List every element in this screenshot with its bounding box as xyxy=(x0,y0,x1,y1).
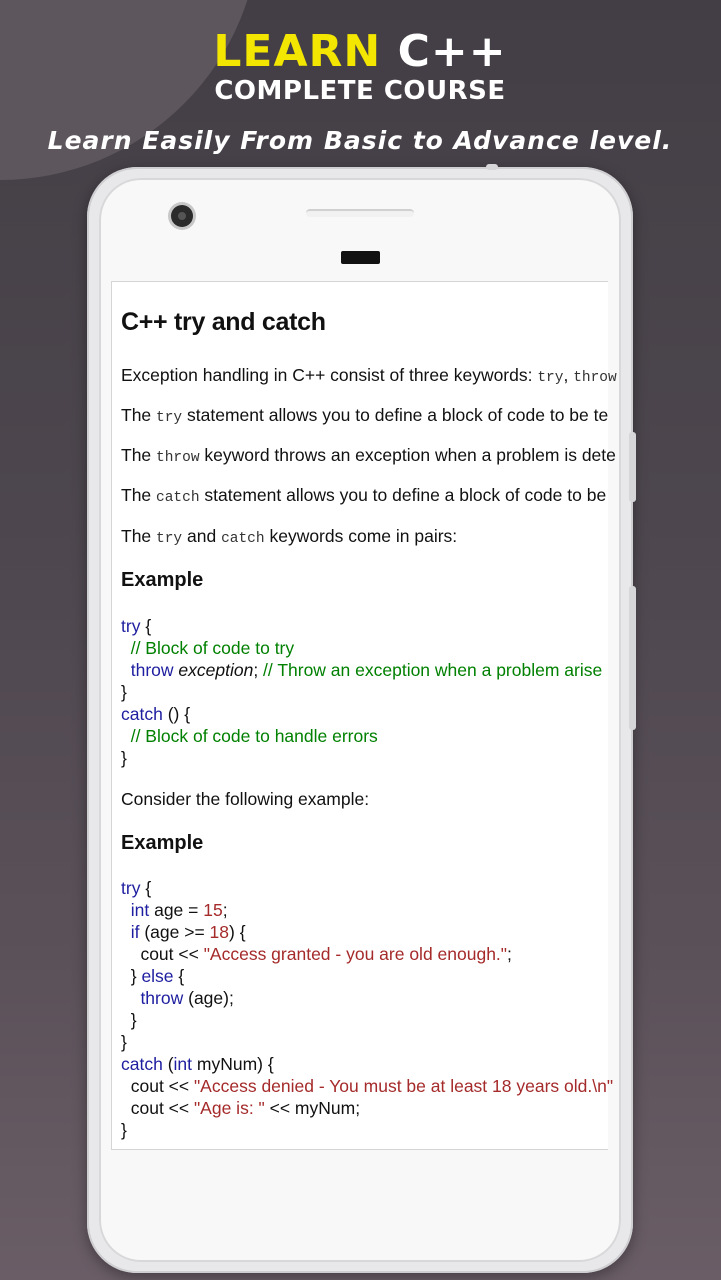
code-token: ( xyxy=(162,1054,174,1074)
code-token: ; xyxy=(507,944,512,964)
code-token: Exception handling in C++ consist of three keywords: xyxy=(121,365,538,385)
example-heading: Example xyxy=(121,832,204,854)
phone-volume-button xyxy=(629,432,636,502)
code-token: throw xyxy=(121,988,184,1008)
code-token: catch xyxy=(121,704,163,724)
inline-code-keyword: catch xyxy=(221,531,265,547)
code-token: The xyxy=(121,526,157,546)
code-token: // Block of code to handle errors xyxy=(121,726,378,746)
code-token: else xyxy=(141,966,174,986)
code-token: 18 xyxy=(209,922,230,942)
code-token: } xyxy=(121,1032,127,1052)
code-token: } xyxy=(121,748,127,768)
code-token: age = xyxy=(149,900,204,920)
inline-code-keyword: try xyxy=(156,410,183,426)
code-block-1[interactable] xyxy=(121,615,602,769)
code-token: The xyxy=(121,405,157,425)
page-title: C++ try and catch xyxy=(121,308,326,336)
code-token: myNum) { xyxy=(192,1054,274,1074)
inline-code-keyword: throw xyxy=(156,450,200,466)
code-token: "Access denied - You must be at least 18 years old.\n" xyxy=(193,1076,614,1096)
code-token: throw xyxy=(121,660,174,680)
code-token: catch xyxy=(121,1054,163,1074)
code-token: { xyxy=(140,878,152,898)
code-block-2[interactable] xyxy=(121,877,613,1141)
code-token: (age >= xyxy=(139,922,210,942)
code-token: keywords come in pairs: xyxy=(264,526,458,546)
headline-language: C++ xyxy=(397,26,507,77)
code-token: cout << xyxy=(121,1098,194,1118)
code-token: 15 xyxy=(203,900,223,920)
inline-code-keyword: try xyxy=(156,531,183,547)
paragraph-consider: Consider the following example: xyxy=(121,789,370,809)
code-token: // Throw an exception when a problem arise xyxy=(258,660,603,680)
code-token: statement allows you to define a block of code to be te xyxy=(182,405,609,425)
code-token: "Access granted - you are old enough." xyxy=(203,944,508,964)
code-token: { xyxy=(173,966,185,986)
app-screen[interactable] xyxy=(111,281,617,1150)
inline-code-keyword: try xyxy=(537,370,564,386)
example-heading: Example xyxy=(121,569,204,591)
paragraph-pairs xyxy=(121,526,457,547)
code-token: if xyxy=(121,922,140,942)
code-token: } xyxy=(121,682,127,702)
code-token: "Age is: " xyxy=(193,1098,265,1118)
promo-headline xyxy=(0,26,720,78)
code-token: } xyxy=(121,966,142,986)
code-token: } xyxy=(121,1010,137,1030)
phone-power-button xyxy=(629,586,636,730)
code-token: } xyxy=(121,1120,127,1140)
code-token: cout << xyxy=(121,1076,194,1096)
code-token: { xyxy=(140,616,152,636)
code-token: The xyxy=(121,445,157,465)
code-token: int xyxy=(121,900,150,920)
front-camera-icon xyxy=(171,205,193,227)
headline-learn: LEARN xyxy=(213,26,382,77)
paragraph-keywords xyxy=(121,365,617,386)
code-token: exception xyxy=(173,660,254,680)
code-token: // Block of code to try xyxy=(121,638,295,658)
promo-subheadline: COMPLETE COURSE xyxy=(214,76,506,106)
paragraph-try xyxy=(121,405,608,426)
code-token: int xyxy=(173,1054,193,1074)
code-token: The xyxy=(121,485,157,505)
code-token: try xyxy=(121,878,141,898)
code-token: keyword throws an exception when a problem is dete xyxy=(199,445,616,465)
promo-tagline: Learn Easily From Basic to Advance level. xyxy=(47,126,673,155)
code-token: try xyxy=(121,616,141,636)
inline-code-keyword: catch xyxy=(156,490,200,506)
code-token: () { xyxy=(162,704,191,724)
code-token: ; xyxy=(222,900,228,920)
code-token: cout << xyxy=(121,944,204,964)
paragraph-throw xyxy=(121,445,616,466)
paragraph-catch xyxy=(121,485,606,506)
code-token: statement allows you to define a block of code to be xyxy=(199,485,607,505)
code-token: ) { xyxy=(229,922,246,942)
earpiece-speaker xyxy=(306,209,414,217)
inline-code-keyword: throw xyxy=(573,370,617,386)
code-token: and xyxy=(182,526,222,546)
code-token: , xyxy=(563,365,574,385)
status-bar-indicator xyxy=(341,251,380,264)
code-token: (age); xyxy=(183,988,234,1008)
code-token: << myNum; xyxy=(264,1098,361,1118)
code-token: ; xyxy=(253,660,259,680)
phone-top-button xyxy=(486,164,498,170)
